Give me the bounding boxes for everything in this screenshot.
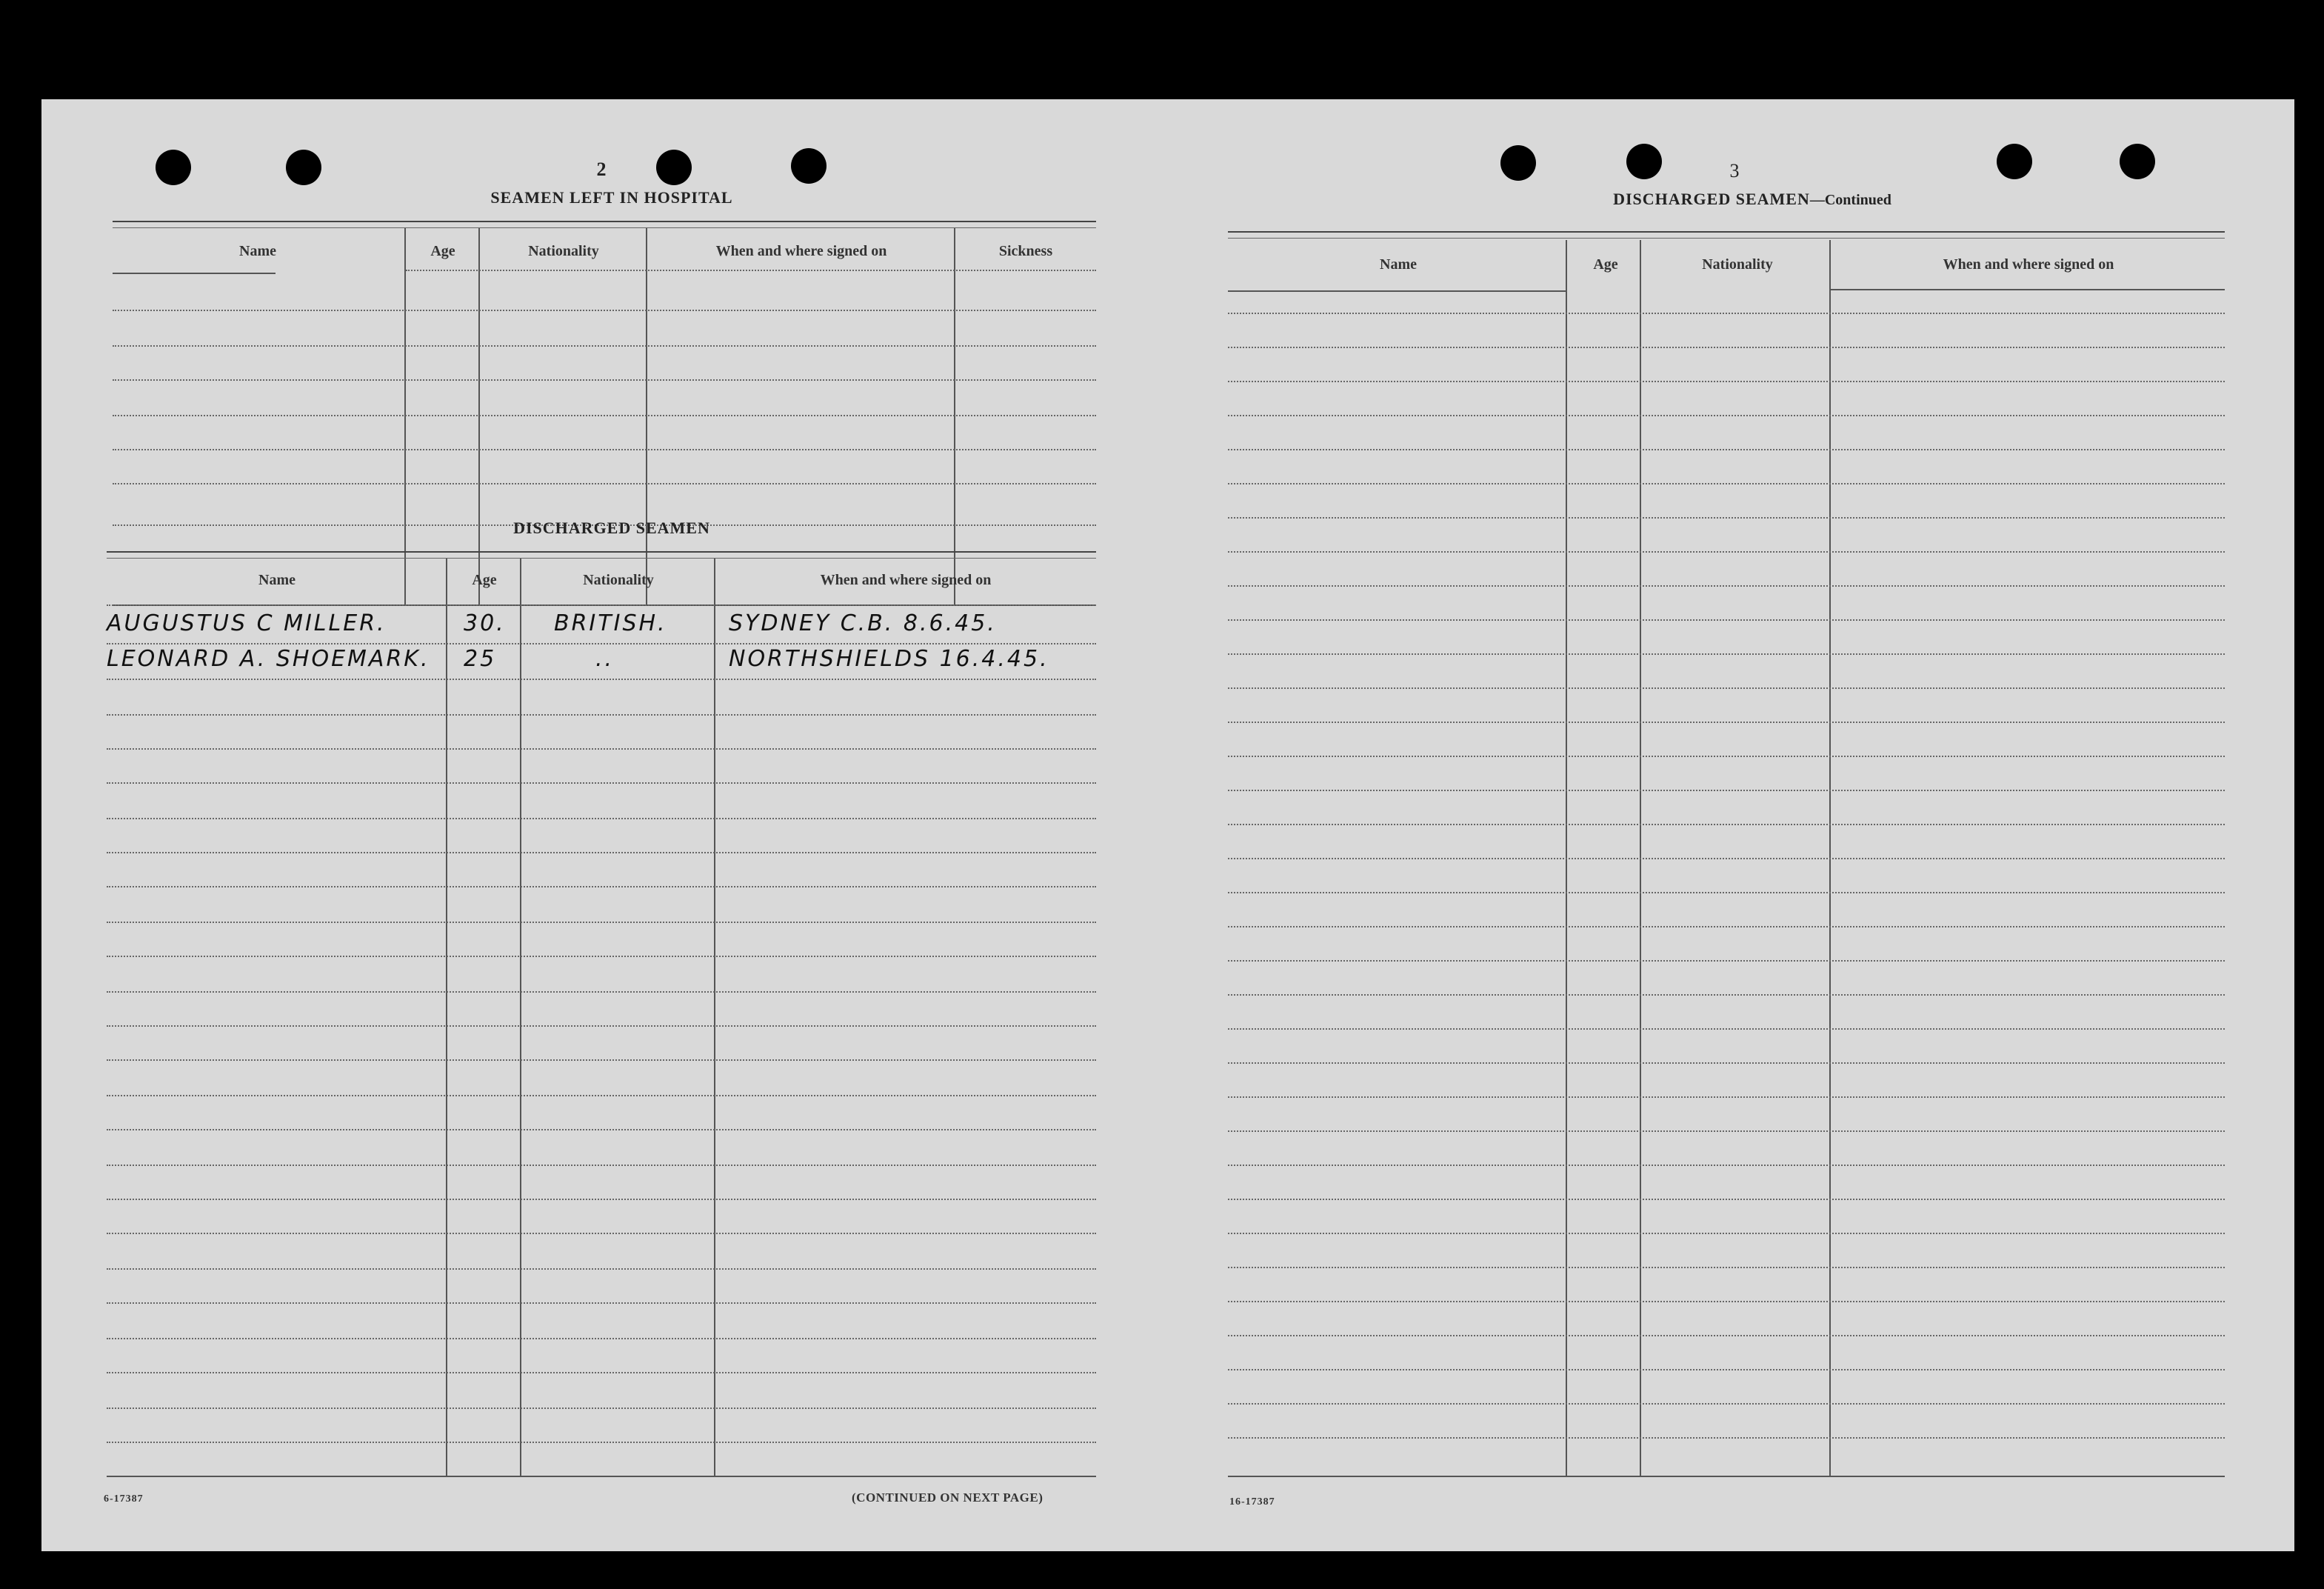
row-rule: [1228, 892, 2225, 893]
punch-hole: [656, 150, 692, 185]
seaman-name: LEONARD A. SHOEMARK.: [107, 646, 430, 672]
row-rule: [1228, 1165, 2225, 1166]
header-rule: [1829, 289, 2225, 290]
row-rule: [1228, 756, 2225, 757]
row-rule: [107, 1408, 1096, 1409]
row-rule: [107, 1268, 1096, 1270]
seaman-signed-on: NORTHSHIELDS 16.4.45.: [729, 646, 1049, 672]
row-rule: [1228, 1028, 2225, 1030]
row-rule: [1228, 415, 2225, 416]
hospital-table: [113, 221, 1096, 606]
column-divider: [714, 559, 715, 1477]
column-divider: [520, 559, 521, 1477]
row-rule: [1228, 585, 2225, 587]
row-rule: [1228, 619, 2225, 621]
row-rule: [107, 1302, 1096, 1304]
row-rule: [107, 1199, 1096, 1200]
row-rule: [107, 679, 1096, 680]
row-rule: [107, 1372, 1096, 1373]
row-rule: [107, 852, 1096, 853]
right-title-suffix: —Continued: [1809, 192, 1891, 208]
column-header: Name: [239, 243, 276, 259]
column-header: Name: [258, 572, 295, 588]
column-header: Age: [472, 572, 497, 588]
column-header: Name: [1380, 256, 1417, 273]
row-rule: [1228, 517, 2225, 519]
column-divider: [404, 228, 406, 606]
row-rule: [107, 818, 1096, 819]
form-code: 6-17387: [104, 1493, 144, 1505]
seaman-age: 25: [464, 646, 497, 672]
seaman-nationality: BRITISH.: [554, 610, 667, 636]
punch-hole: [156, 150, 191, 185]
right-title-text: DISCHARGED SEAMEN: [1613, 190, 1810, 208]
row-rule: [107, 643, 1096, 644]
row-rule: [1228, 790, 2225, 791]
column-divider: [646, 228, 647, 606]
row-rule: [107, 886, 1096, 887]
row-rule: [1228, 858, 2225, 859]
row-rule: [1228, 1096, 2225, 1098]
row-rule: [107, 1165, 1096, 1166]
row-rule: [107, 1059, 1096, 1061]
column-header: Age: [430, 243, 455, 259]
row-rule: [107, 1233, 1096, 1234]
row-rule: [1228, 313, 2225, 314]
row-rule: [1228, 1062, 2225, 1064]
table-top-rule: [113, 221, 1096, 228]
row-rule: [1228, 994, 2225, 996]
row-rule: [1228, 1335, 2225, 1336]
row-rule: [1228, 1369, 2225, 1370]
form-code: 16-17387: [1229, 1496, 1275, 1508]
row-rule: [107, 1025, 1096, 1027]
column-header: When and where signed on: [715, 243, 887, 259]
row-rule: [113, 449, 1096, 450]
seaman-age: 30.: [464, 610, 506, 636]
punch-hole: [791, 148, 827, 184]
row-rule: [1228, 687, 2225, 689]
table-top-rule: [107, 551, 1096, 559]
row-rule: [1228, 1301, 2225, 1302]
punch-hole: [286, 150, 321, 185]
row-rule: [1228, 722, 2225, 723]
row-rule: [107, 922, 1096, 923]
row-rule: [113, 310, 1096, 311]
row-rule: [1228, 1437, 2225, 1439]
row-rule: [1228, 1403, 2225, 1405]
row-rule: [1228, 381, 2225, 382]
row-rule: [1228, 653, 2225, 655]
row-rule: [107, 991, 1096, 993]
discharged-continued-table: [1228, 231, 2225, 1483]
header-rule: [406, 270, 1096, 271]
header-rule: [113, 273, 276, 274]
column-header: Nationality: [528, 243, 599, 259]
page-number: 2: [596, 159, 607, 180]
row-rule: [1228, 926, 2225, 927]
header-rule: [1228, 290, 1566, 292]
row-rule: [107, 1338, 1096, 1339]
row-rule: [107, 1476, 1096, 1477]
row-rule: [1228, 824, 2225, 825]
page-number: 3: [1729, 160, 1740, 181]
column-header: When and where signed on: [820, 572, 992, 588]
seaman-name: AUGUSTUS C MILLER.: [107, 610, 387, 636]
table-top-rule: [1228, 231, 2225, 239]
row-rule: [1228, 1267, 2225, 1268]
column-header: Age: [1593, 256, 1618, 273]
row-rule: [107, 1095, 1096, 1096]
punch-hole: [1997, 144, 2032, 179]
row-rule: [1228, 960, 2225, 962]
discharged-table: [107, 551, 1096, 1477]
row-rule: [113, 483, 1096, 484]
punch-hole: [1626, 144, 1662, 179]
row-rule: [1228, 1233, 2225, 1234]
discharged-section-title: DISCHARGED SEAMEN: [513, 519, 710, 537]
seaman-nationality: ..: [595, 646, 615, 672]
punch-hole: [2120, 144, 2155, 179]
row-rule: [1228, 1476, 2225, 1477]
punch-hole: [1500, 145, 1536, 181]
row-rule: [1228, 1130, 2225, 1132]
hospital-section-title: SEAMEN LEFT IN HOSPITAL: [490, 188, 733, 207]
header-rule: [107, 604, 1096, 606]
row-rule: [107, 1129, 1096, 1130]
row-rule: [1228, 449, 2225, 450]
row-rule: [1228, 483, 2225, 484]
row-rule: [107, 1442, 1096, 1443]
row-rule: [107, 714, 1096, 716]
row-rule: [107, 782, 1096, 784]
seaman-signed-on: SYDNEY C.B. 8.6.45.: [729, 610, 997, 636]
column-divider: [446, 559, 447, 1477]
row-rule: [113, 415, 1096, 416]
column-header: Sickness: [998, 243, 1053, 259]
row-rule: [1228, 551, 2225, 553]
row-rule: [107, 748, 1096, 750]
row-rule: [113, 345, 1096, 347]
column-header: When and where signed on: [1943, 256, 2114, 273]
continued-note: (CONTINUED ON NEXT PAGE): [852, 1490, 1044, 1505]
right-section-title: [1545, 190, 1960, 209]
column-divider: [478, 228, 480, 606]
row-rule: [107, 956, 1096, 957]
column-header: Nationality: [583, 572, 654, 588]
row-rule: [1228, 347, 2225, 348]
document-paper: [41, 99, 2294, 1551]
row-rule: [113, 379, 1096, 381]
column-header: Nationality: [1702, 256, 1773, 273]
column-divider: [954, 228, 955, 606]
row-rule: [1228, 1199, 2225, 1200]
